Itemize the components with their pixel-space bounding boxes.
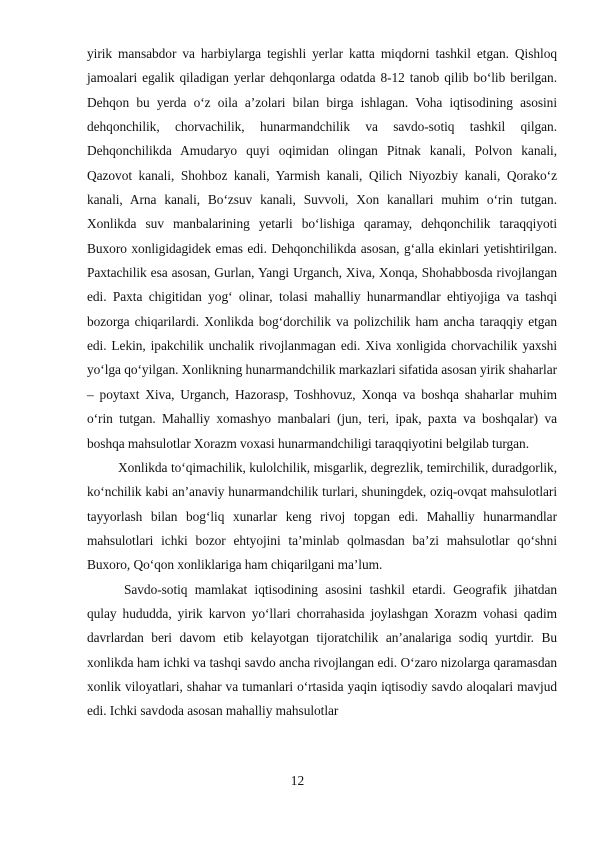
document-body: [87, 42, 557, 724]
paragraph-trade: Savdo-sotiq mamlakat iqtisodining asosini tashkil etardi. Geografik jihatdan qulay hududda, yirik karvon yo‘llari chorrahasida joylashgan Xorazm vohasi qadim davrlardan beri davom etib kelayotgan tijoratchilik an’analariga sodiq yurtdir. Bu xonlikda ham ichki va tashqi savdo ancha rivojlangan edi. O‘zaro nizolarga qaramasdan xonlik viloyatlari, shahar va tumanlari o‘rtasida yaqin iqtisodiy savdo aloqalari mavjud edi. Ichki savdoda asosan mahalliy mahsulotlar: [87, 581, 557, 719]
paragraph-crafts: Xonlikda to‘qimachilik, kulolchilik, misgarlik, degrezlik, temirchilik, duradgorlik, ko‘nchilik kabi an’anaviy hunarmandchilik turlari, shuningdek, oziq-ovqat mahsulotlari tayyorlash bilan bog‘liq xunarlar keng rivoj topgan edi. Mahalliy hunarmandlar mahsulotlari ichki bozor ehtyojini ta’minlab qolmasdan ba’zi mahsulotlar qo‘shni Buxoro, Qo‘qon xonliklariga ham chiqarilgani ma’lum.: [87, 459, 557, 573]
page-number: 12: [290, 773, 305, 788]
paragraph-agriculture: yirik mansabdor va harbiylarga tegishli yerlar katta miqdorni tashkil etgan. Qishloq jamoalari egalik qiladigan yerlar dehqonlarga odatda 8-12 tanob qilib bo‘lib berilgan. Dehqon bu yerda o‘z oila a’zolari bilan birga ishlagan. Voha iqtisodining asosini dehqonchilik, chorvachilik, hunarmandchilik va savdo-sotiq tashkil qilgan. Dehqonchilikda Amudaryo quyi oqimidan olingan Pitnak kanali, Polvon kanali, Qazovot kanali, Shohboz kanali, Yarmish kanali, Qilich Niyozbiy kanali, Qorako‘z kanali, Arna kanali, Bo‘zsuv kanali, Suvvoli, Xon kanallari muhim o‘rin tutgan. Xonlikda suv manbalarining yetarli bo‘lishiga qaramay, dehqonchilik taraqqiyoti Buxoro xonligidagidek emas edi. Dehqonchilikda asosan, g‘alla ekinlari yetishtirilgan. Paxtachilik esa asosan, Gurlan, Yangi Urganch, Xiva, Xonqa, Shohabbosda rivojlangan edi. Paxta chigitidan yog‘ olinar, tolasi mahalliy hunarmandlar ehtiyojiga va tashqi bozorga chiqarilardi. Xonlikda bog‘dorchilik va polizchilik ham ancha taraqqiy etgan edi. Lekin, ipakchilik unchalik rivojlanmagan edi. Xiva xonligida chorvachilik yaxshi yo‘lga qo‘yilgan. Xonlikning hunarmandchilik markazlari sifatida asosan yirik shaharlar – poytaxt Xiva, Urganch, Hazorasp, Toshhovuz, Xonqa va boshqa shaharlar muhim o‘rin tutgan. Mahalliy xomashyo manbalari (jun, teri, ipak, paxta va boshqalar) va boshqa mahsulotlar Xorazm voxasi hunarmandchiligi taraqqiyotini belgilab turgan.: [87, 46, 557, 451]
